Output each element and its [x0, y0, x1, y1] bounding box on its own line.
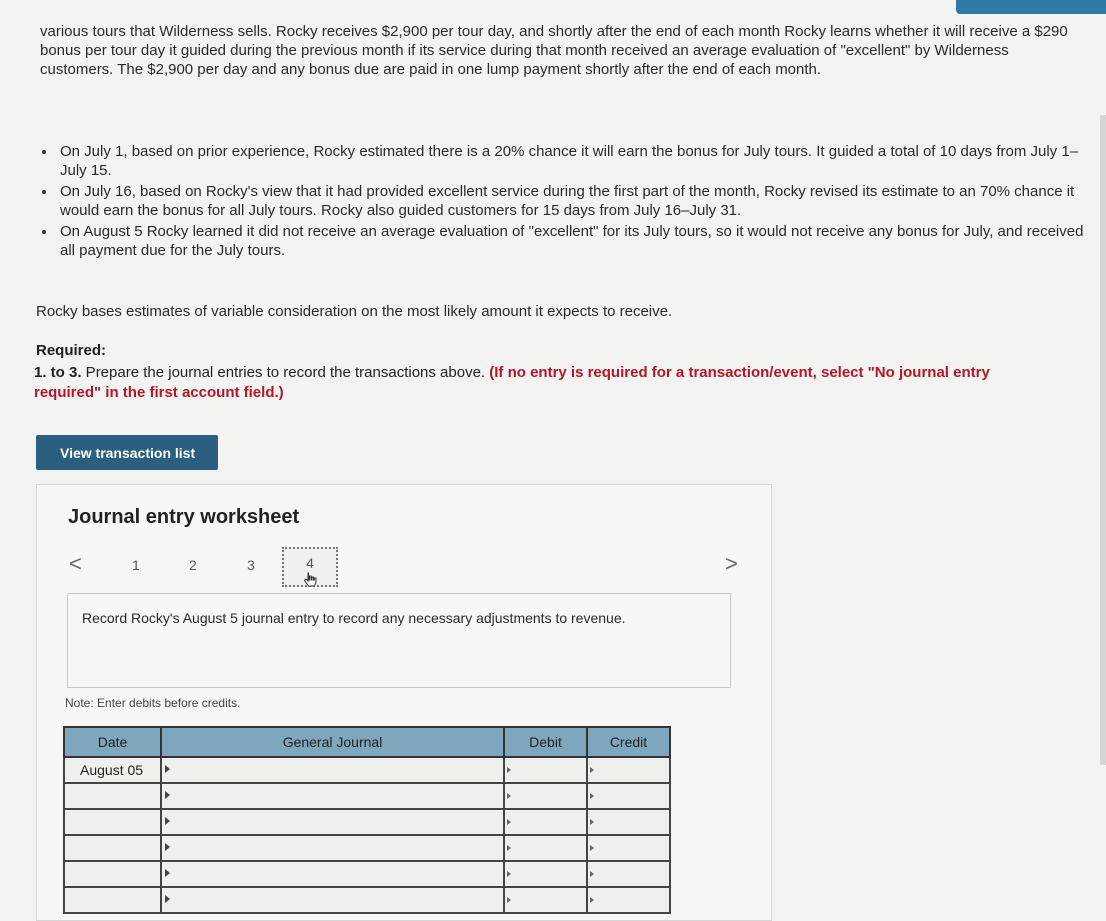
- debit-input[interactable]: [504, 835, 587, 861]
- credit-input[interactable]: [587, 887, 670, 913]
- date-cell[interactable]: August 05: [64, 757, 161, 783]
- scrollbar[interactable]: [1100, 115, 1106, 765]
- event-list: [40, 142, 1085, 262]
- credit-input[interactable]: [587, 809, 670, 835]
- date-cell[interactable]: [64, 861, 161, 887]
- page-3[interactable]: 3: [247, 557, 255, 573]
- journal-column-header: General Journal: [161, 727, 504, 757]
- prev-arrow-icon[interactable]: <: [69, 551, 82, 576]
- account-dropdown[interactable]: [161, 861, 504, 887]
- account-dropdown[interactable]: [161, 835, 504, 861]
- page-4-label: 4: [306, 555, 314, 571]
- page-1[interactable]: 1: [132, 557, 140, 573]
- next-arrow-icon[interactable]: >: [725, 551, 738, 576]
- date-column-header: Date: [64, 727, 161, 757]
- top-tab[interactable]: [956, 0, 1106, 14]
- debit-input[interactable]: [504, 783, 587, 809]
- list-item: On July 1, based on prior experience, Rocky estimated there is a 20% chance it will earn the bonus for July tours. It guided a total of 10 days from July 1–July 15.: [40, 142, 1085, 180]
- journal-table: [63, 726, 671, 914]
- table-row: [64, 783, 670, 809]
- account-dropdown[interactable]: [161, 887, 504, 913]
- table-row: [64, 835, 670, 861]
- account-dropdown[interactable]: [161, 757, 504, 783]
- account-dropdown[interactable]: [161, 783, 504, 809]
- date-cell[interactable]: [64, 835, 161, 861]
- date-cell[interactable]: [64, 783, 161, 809]
- list-item: On August 5 Rocky learned it did not receive an average evaluation of "excellent" for its July tours, so it would not receive any bonus for July, and received all payment due for the July tours.: [40, 222, 1085, 260]
- pointer-hand-icon: [301, 571, 319, 589]
- debit-input[interactable]: [504, 757, 587, 783]
- debit-input[interactable]: [504, 861, 587, 887]
- table-row: [64, 887, 670, 913]
- required-number: 1. to 3.: [34, 364, 82, 381]
- debit-input[interactable]: [504, 809, 587, 835]
- credit-column-header: Credit: [587, 727, 670, 757]
- view-transaction-list-button[interactable]: View transaction list: [36, 435, 218, 470]
- required-heading: Required:: [36, 342, 107, 359]
- credit-input[interactable]: [587, 757, 670, 783]
- table-row: [64, 809, 670, 835]
- date-cell[interactable]: [64, 809, 161, 835]
- worksheet-title: Journal entry worksheet: [68, 506, 300, 528]
- entry-note: Note: Enter debits before credits.: [65, 696, 241, 710]
- list-item: On July 16, based on Rocky's view that it had provided excellent service during the first part of the month, Rocky revised its estimate to an 70% chance it would earn the bonus for all July tours. Rocky also guided customers for 15 days from July 16–July 31.: [40, 182, 1085, 220]
- credit-input[interactable]: [587, 835, 670, 861]
- estimate-basis: Rocky bases estimates of variable consideration on the most likely amount it expects to receive.: [36, 303, 673, 320]
- debit-column-header: Debit: [504, 727, 587, 757]
- account-dropdown[interactable]: [161, 809, 504, 835]
- problem-intro: various tours that Wilderness sells. Rocky receives $2,900 per tour day, and shortly after the end of each month Rocky learns whether it will receive a $290 bonus per tour day it guided during the previous month if its service during that month received an average evaluation of "excellent" by Wilderness customers. The $2,900 per day and any bonus due are paid in one lump payment shortly after the end of each month.: [40, 23, 1068, 78]
- debit-input[interactable]: [504, 887, 587, 913]
- table-row: [64, 861, 670, 887]
- journal-entry-worksheet: [36, 484, 772, 921]
- worksheet-pager: [37, 549, 773, 579]
- required-description: Prepare the journal entries to record the transactions above.: [81, 364, 490, 381]
- entry-prompt: Record Rocky's August 5 journal entry to record any necessary adjustments to revenue.: [67, 593, 731, 688]
- credit-input[interactable]: [587, 861, 670, 887]
- date-cell[interactable]: [64, 887, 161, 913]
- page-2[interactable]: 2: [189, 557, 197, 573]
- required-instruction: (If no entry is required for a transaction/event, select "No journal entry required" in the first account field.): [34, 364, 990, 401]
- credit-input[interactable]: [587, 783, 670, 809]
- page-4-active[interactable]: [282, 547, 338, 587]
- table-row: [64, 757, 670, 783]
- required-text: [34, 363, 1034, 403]
